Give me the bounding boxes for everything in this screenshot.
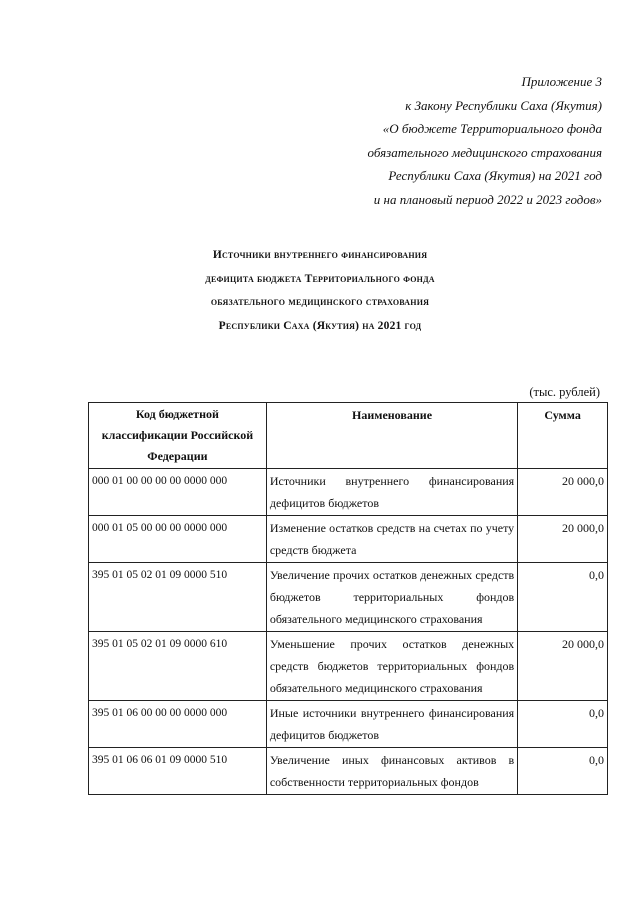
row-sum: 0,0: [518, 701, 608, 748]
row-name: Увеличение иных финансовых активов в собственности территориальных фондов: [266, 748, 517, 795]
appendix-line: обязательного медицинского страхования: [367, 144, 602, 160]
document-title: [0, 244, 640, 338]
row-code: 395 01 06 06 01 09 0000 510: [89, 748, 267, 795]
row-sum: 0,0: [518, 563, 608, 632]
title-line: Республики Саха (Якутия) на 2021 год: [218, 319, 422, 332]
row-code: 395 01 05 02 01 09 0000 510: [89, 563, 267, 632]
units-label: (тыс. рублей): [529, 385, 600, 399]
header-name: Наименование: [266, 403, 517, 469]
appendix-line: к Закону Республики Саха (Якутия): [405, 97, 602, 113]
table-row: [89, 748, 608, 795]
appendix-line: «О бюджете Территориального фонда: [382, 121, 602, 136]
table-row: [89, 516, 608, 563]
table-row: [89, 701, 608, 748]
table-header-row: [89, 403, 608, 469]
appendix-line: и на плановый период 2022 и 2023 годов»: [373, 191, 602, 207]
row-code: 000 01 00 00 00 00 0000 000: [89, 469, 267, 516]
row-name: Уменьшение прочих остатков денежных средств бюджетов территориальных фондов обязательного медицинского страхования: [266, 632, 517, 701]
table-row: [89, 563, 608, 632]
row-code: 000 01 05 00 00 00 0000 000: [89, 516, 267, 563]
row-name: Иные источники внутреннего финансирования дефицитов бюджетов: [266, 701, 517, 748]
title-line: обязательного медицинского страхования: [210, 296, 430, 308]
row-code: 395 01 05 02 01 09 0000 610: [89, 632, 267, 701]
row-sum: 20 000,0: [518, 632, 608, 701]
row-code: 395 01 06 00 00 00 0000 000: [89, 701, 267, 748]
row-name: Источники внутреннего финансирования дефицитов бюджетов: [266, 469, 517, 516]
header-code: Код бюджетной классификации Российской Федерации: [89, 403, 267, 469]
row-sum: 20 000,0: [518, 516, 608, 563]
row-sum: 20 000,0: [518, 469, 608, 516]
budget-sources-table: [88, 402, 608, 795]
row-sum: 0,0: [518, 748, 608, 795]
table-row: [89, 469, 608, 516]
title-line: Источники внутреннего финансирования: [212, 249, 428, 261]
row-name: Изменение остатков средств на счетах по учету средств бюджета: [266, 516, 517, 563]
header-sum: Сумма: [518, 403, 608, 469]
appendix-line: Приложение 3: [521, 74, 602, 89]
appendix-note: [242, 70, 602, 211]
appendix-line: Республики Саха (Якутия) на 2021 год: [388, 168, 602, 183]
table-row: [89, 632, 608, 701]
title-line: дефицита бюджета Территориального фонда: [205, 272, 435, 285]
row-name: Увеличение прочих остатков денежных средств бюджетов территориальных фондов обязательного медицинского страхования: [266, 563, 517, 632]
